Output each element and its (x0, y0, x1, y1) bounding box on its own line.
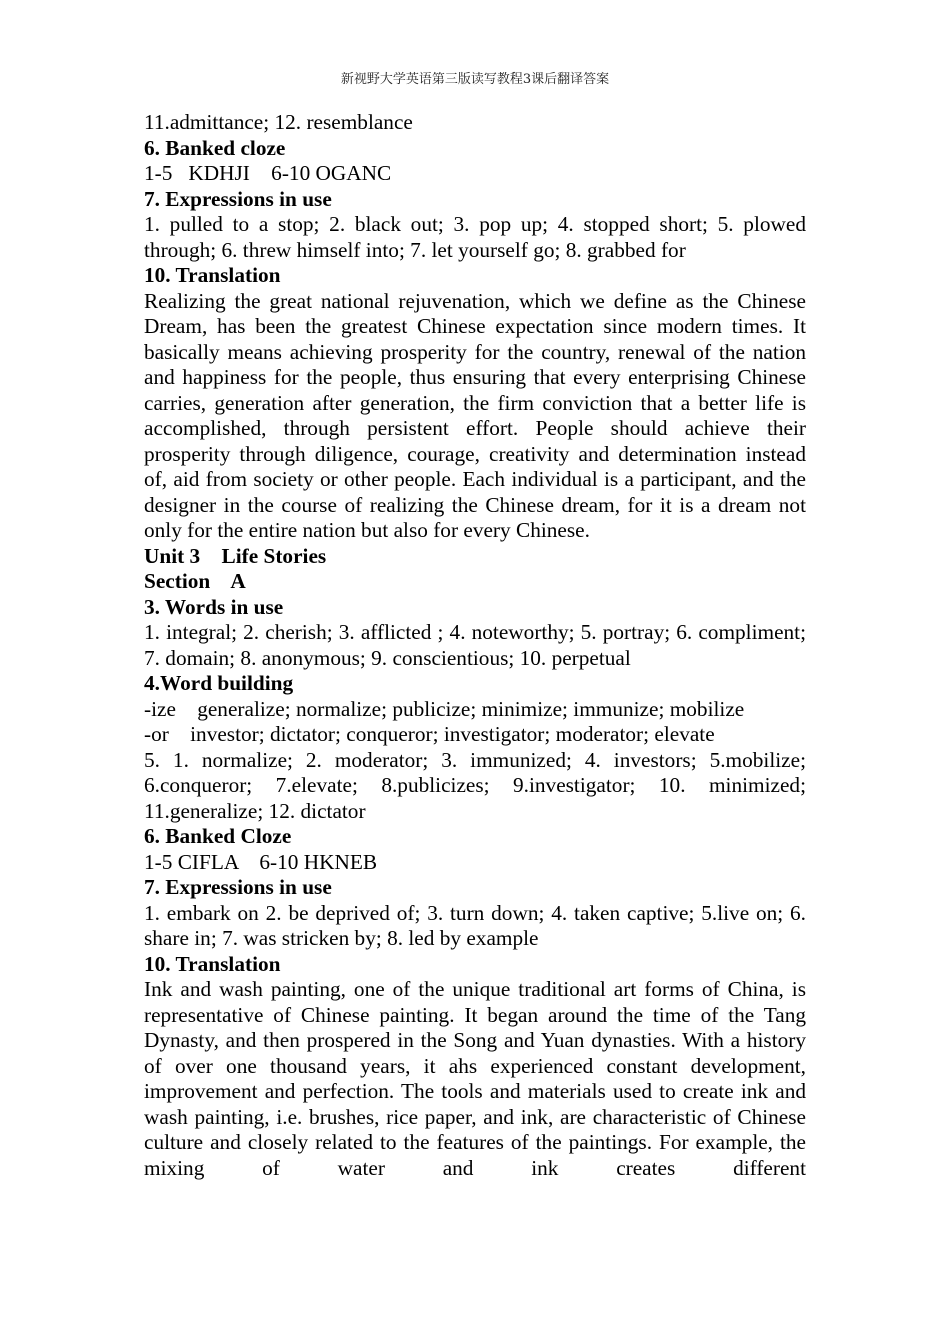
answers-11-12: 11.admittance; 12. resemblance (144, 110, 413, 134)
unit-heading: Unit 3 Life Stories (144, 543, 327, 568)
words-in-use-heading: 3. Words in use (144, 594, 284, 619)
translation-text: Realizing the great national rejuvenation, which we define as the Chinese Dream, has been the greatest Chinese expectation since modern times. It basically means achieving prosperity for the country, renewal of the nation and happiness for the people, thus ensuring that every enterprising Chinese carries, generation after generation, the firm conviction that a better life is accomplished, through persistent effort. People should achieve their prosperity through diligence, courage, creativity and determination instead of, aid from society or other people. Each individual is a participant, and the designer in the course of realizing the Chinese dream, for it is a dream not only for the entire nation but also for every Chinese. (144, 288, 806, 542)
word-building-or: -or investor; dictator; conqueror; investigator; moderator; elevate (144, 722, 715, 746)
banked-cloze2-answer: 1-5 CIFLA 6-10 HKNEB (144, 849, 378, 874)
word-building-heading: 4.Word building (144, 671, 294, 695)
expressions-answer: 1. pulled to a stop; 2. black out; 3. pop up; 4. stopped short; 5. plowed through; 6. threw himself into; 7. let yourself go; 8. grabbed for (144, 212, 806, 262)
word-building-answer: 5. 1. normalize; 2. moderator; 3. immunized; 4. investors; 5.mobilize; 6.conqueror; 7.elevate; 8.publicizes; 9.investigator; 10. minimized; 11.generalize; 12. dictator (144, 747, 806, 823)
translation2-heading: 10. Translation (144, 951, 281, 976)
banked-cloze-heading: 6. Banked cloze (144, 135, 286, 160)
banked-cloze-answer: 1-5 KDHJI 6-10 OGANC (144, 161, 392, 185)
expressions-heading: 7. Expressions in use (144, 186, 332, 211)
words-in-use-answer: 1. integral; 2. cherish; 3. afflicted ; 4. noteworthy; 5. portray; 6. compliment; 7. domain; 8. anonymous; 9. conscientious; 10. perpetual (144, 620, 806, 670)
page-header: 新视野大学英语第三版读写教程3课后翻译答案 (340, 72, 610, 87)
translation-heading: 10. Translation (144, 263, 281, 287)
expressions2-heading: 7. Expressions in use (144, 875, 332, 899)
word-building-ize: -ize generalize; normalize; publicize; minimize; immunize; mobilize (144, 696, 745, 721)
section-heading: Section A (144, 569, 246, 593)
banked-cloze2-heading: 6. Banked Cloze (144, 824, 292, 848)
expressions2-answer: 1. embark on 2. be deprived of; 3. turn down; 4. taken captive; 5.live on; 6. share in; 7. was stricken by; 8. led by example (144, 900, 806, 950)
translation2-text: Ink and wash painting, one of the unique traditional art forms of China, is representative of Chinese painting. It began around the time of the Tang Dynasty, and then prospered in the Song and Yuan dynasties. With a history of over one thousand years, it ahs experienced constant development, improvement and perfection. The tools and materials used to create ink and wash painting, i.e. brushes, rice paper, and ink, are characteristic of Chinese culture and closely related to the features of the paintings. For example, the mixing of water and ink creates different (144, 977, 806, 1180)
document-body (144, 110, 806, 1181)
